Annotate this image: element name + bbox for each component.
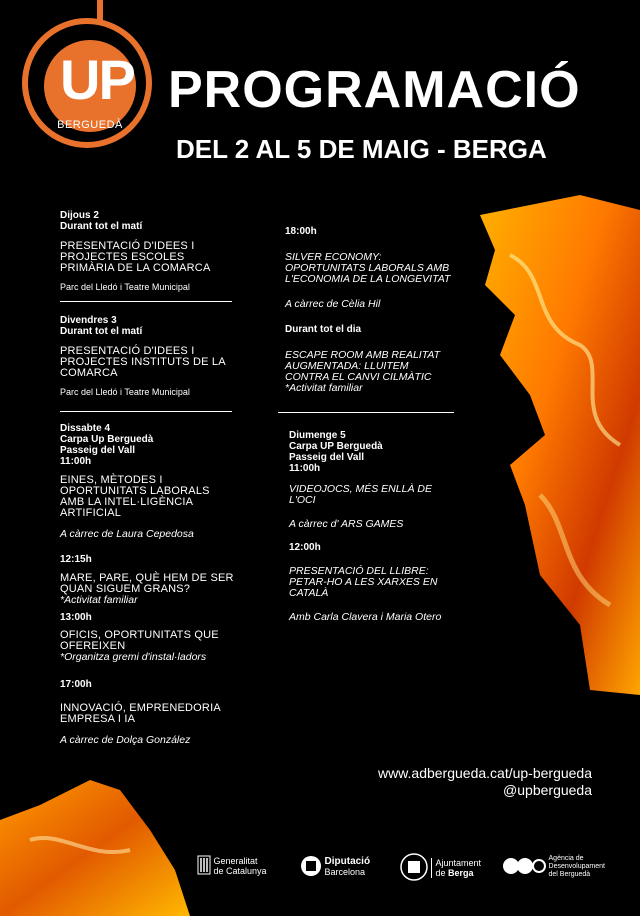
website-link[interactable]: www.adbergueda.cat/up-bergueda	[377, 765, 592, 781]
event-place: Parc del Lledó i Teatre Municipal	[60, 282, 190, 292]
place-label: Passeig del Vall	[60, 445, 136, 456]
event-title: INNOVACIÓ, EMPRENEDORIA EMPRESA I IA	[60, 702, 221, 725]
event-place: Parc del Lledó i Teatre Municipal	[60, 387, 190, 397]
time-label: Durant tot el dia	[285, 324, 362, 335]
event-speaker: A càrrec d' ARS GAMES	[289, 518, 404, 530]
divider	[60, 301, 232, 302]
sponsor-agencia	[502, 855, 605, 879]
sponsor-ajuntament	[400, 852, 481, 884]
sponsor-name: de Catalunya	[213, 866, 267, 876]
place-label: Carpa Up Berguedà	[60, 434, 154, 445]
event-speaker: A càrrec de Dolça González	[60, 734, 191, 746]
event-title: PRESENTACIÓ D'IDEES I PROJECTES ESCOLES PRIMÀRIA DE LA COMARCA	[60, 240, 211, 274]
day-label: Dissabte 4	[60, 423, 111, 434]
time-label: 12:00h	[289, 542, 321, 553]
event-title: PRESENTACIÓ D'IDEES I PROJECTES INSTITUTS DE LA COMARCA	[60, 345, 226, 379]
sponsor-name: Generalitat	[213, 856, 258, 866]
day-label: Divendres 3	[60, 315, 117, 326]
time-label: 12:15h	[60, 554, 92, 565]
right-column	[289, 430, 455, 623]
event-speaker: Amb Carla Clavera i Maria Otero	[289, 611, 442, 623]
sponsor-name: Ajuntament	[435, 858, 482, 868]
event-note: *Organitza gremi d'instal·ladors	[60, 651, 207, 663]
event-note: *Activitat familiar	[285, 382, 363, 394]
event-title: OFICIS, OPORTUNITATS QUE OFEREIXEN	[60, 629, 219, 652]
sponsor-name: Barcelona	[324, 867, 366, 877]
time-label: 17:00h	[60, 679, 92, 690]
divider	[60, 411, 232, 412]
day-label: Diumenge 5	[289, 430, 346, 441]
agencia-logo-icon	[502, 855, 546, 879]
event-title: EINES, MÈTODES I OPORTUNITATS LABORALS AMB LA INTEL·LIGÈNCIA ARTIFICIAL	[60, 474, 210, 519]
social-handle[interactable]: @upbergueda	[503, 782, 592, 798]
left-column	[60, 423, 235, 746]
event-speaker: A càrrec de Cèlia Hil	[285, 298, 381, 310]
decorative-orange-shape-left	[0, 770, 190, 916]
event-note: *Activitat familiar	[60, 594, 138, 606]
berga-crest-icon	[400, 852, 428, 884]
event-title: PRESENTACIÓ DEL LLIBRE: PETAR-HO A LES XARXES EN CATALÀ	[289, 565, 438, 599]
time-label: 11:00h	[60, 456, 92, 467]
left-column	[60, 315, 235, 398]
event-title: ESCAPE ROOM AMB REALITAT AUGMENTADA: LLUITEM CONTRA EL CANVI CILMÀTIC	[285, 349, 440, 383]
logo-stem	[97, 0, 103, 20]
divider	[278, 412, 454, 413]
time-label: 18:00h	[285, 226, 317, 237]
diputacio-crest-icon	[300, 855, 322, 879]
place-label: Carpa UP Berguedà	[289, 441, 383, 452]
left-column	[60, 210, 235, 293]
sponsor-name: Desenvolupament	[548, 863, 605, 870]
time-label: 13:00h	[60, 612, 92, 623]
place-label: Passeig del Vall	[289, 452, 365, 463]
sponsor-name: Agència de	[548, 855, 584, 862]
event-title: VIDEOJOCS, MÉS ENLLÀ DE L'OCI	[289, 483, 432, 506]
page-title: PROGRAMACIÓ	[168, 61, 581, 119]
sponsor-name: Diputació	[324, 856, 371, 867]
sponsor-diputacio	[300, 855, 370, 879]
sponsor-name: del Berguedà	[548, 871, 591, 878]
sponsor-name: de	[435, 868, 446, 878]
event-title: SILVER ECONOMY: OPORTUNITATS LABORALS AMB L'ECONOMIA DE LA LONGEVITAT	[285, 251, 451, 285]
generalitat-crest-icon	[197, 855, 211, 877]
time-label: 11:00h	[289, 463, 321, 474]
decorative-orange-shape-right	[470, 195, 640, 700]
time-label: Durant tot el matí	[60, 221, 143, 232]
event-speaker: A càrrec de Laura Cepedosa	[60, 528, 194, 540]
day-label: Dijous 2	[60, 210, 99, 221]
logo-text: UP	[60, 48, 134, 111]
page-subtitle: DEL 2 AL 5 DE MAIG - BERGA	[176, 134, 547, 164]
right-column	[285, 226, 455, 394]
event-title: MARE, PARE, QUÈ HEM DE SER QUAN SIGUEM GRANS?	[60, 572, 234, 595]
logo-subtext: BERGUEDÀ	[57, 119, 123, 131]
time-label: Durant tot el matí	[60, 326, 143, 337]
sponsor-name: Berga	[448, 868, 474, 878]
sponsor-generalitat	[197, 855, 267, 877]
